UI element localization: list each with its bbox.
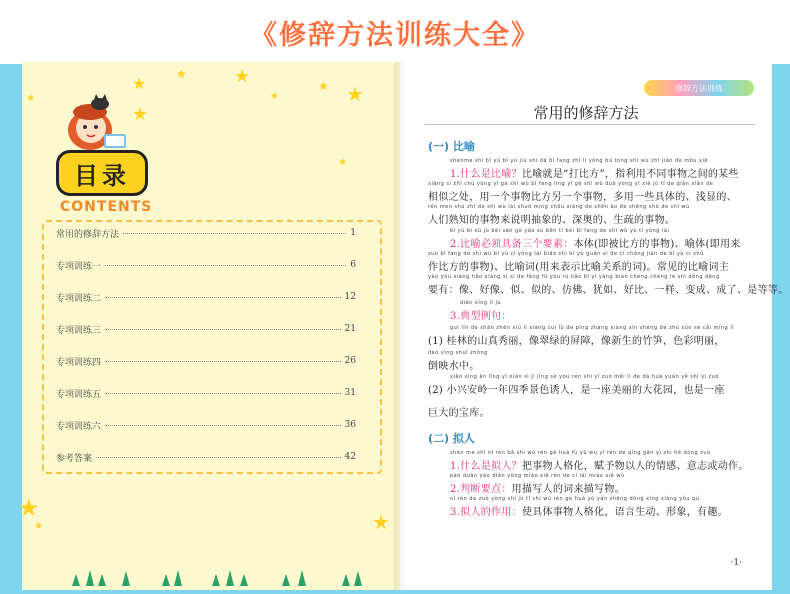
question-label: 3.典型例句： xyxy=(450,311,512,322)
question-text: 本体(即被比方的事物)、喻体(即用来 xyxy=(573,239,741,250)
toc-item-title: 专项训练二 xyxy=(56,293,102,304)
toc-item-page: 6 xyxy=(350,260,356,270)
tree-decoration xyxy=(72,562,392,586)
toc-item[interactable] xyxy=(56,418,356,432)
toc-leader xyxy=(105,329,341,330)
tree-icon xyxy=(226,570,234,586)
toc-item-page: 31 xyxy=(344,388,356,398)
header-tag: 修辞方法训练 xyxy=(644,80,754,96)
tree-icon xyxy=(86,570,94,586)
text-line xyxy=(450,307,512,322)
page-title: 常用的修辞方法 xyxy=(533,104,639,122)
text-line xyxy=(450,480,625,495)
toc-item[interactable] xyxy=(56,354,356,368)
tree-icon xyxy=(162,574,170,586)
pinyin-line: diǎn xíng lì jù xyxy=(460,300,502,306)
star-icon: ★ xyxy=(18,494,40,522)
toc-item-page: 21 xyxy=(344,324,356,334)
text-line: 倒映水中。 xyxy=(428,361,480,372)
right-page xyxy=(400,62,789,590)
toc-item-title: 专项训练三 xyxy=(56,325,102,336)
toc-heading: 目录 xyxy=(74,161,130,190)
toc-item-page: 26 xyxy=(344,356,356,366)
tree-icon xyxy=(354,571,362,586)
toc-leader xyxy=(96,457,341,458)
pinyin-line: shén me shì nǐ rén bǎ shì wù rén gé huà fù yǔ wù yǐ rén de qíng gǎn yì zhì hé dòng zuò xyxy=(450,450,711,456)
section-heading-personification: (二) 拟人 xyxy=(428,432,475,445)
toc-item[interactable] xyxy=(56,386,356,400)
toc-item[interactable] xyxy=(56,450,356,464)
cartoon-girl-icon xyxy=(60,90,130,154)
tree-icon xyxy=(212,574,220,586)
star-icon: ★ xyxy=(176,67,187,81)
toc-item-page: 36 xyxy=(344,420,356,430)
toc-item-page: 12 xyxy=(344,292,356,302)
star-icon: ★ xyxy=(26,93,35,104)
text-line: 作比方的事物)、比喻词(用来表示比喻关系的词)。常见的比喻词主 xyxy=(428,262,730,273)
star-icon: ★ xyxy=(346,82,364,106)
question-text: 比喻就是“打比方”，指利用不同事物之间的某些 xyxy=(521,169,739,180)
pinyin-line: yào yǒu xiàng hǎo xiàng sì sì de fǎng fú yóu rú hǎo bǐ yī yàng biàn chéng chéng le shì děng děng xyxy=(428,274,720,280)
toc-item-title: 常用的修辞方法 xyxy=(56,229,120,240)
tree-icon xyxy=(298,570,306,586)
tree-icon xyxy=(174,570,182,586)
question-text: 用描写人的词来描写物。 xyxy=(511,484,625,495)
toc-leader xyxy=(105,361,341,362)
star-icon: ★ xyxy=(270,91,279,102)
pinyin-line: pàn duàn yào diǎn yòng miáo xiě rén de cí lái miáo xiě wù xyxy=(450,473,625,479)
left-page xyxy=(18,62,400,590)
question-label: 3.拟人的作用： xyxy=(450,507,522,518)
question-text: 把事物人格化，赋予物以人的情感、意志或动作。 xyxy=(521,461,749,472)
star-icon: ★ xyxy=(318,79,329,93)
text-line: 巨大的宝库。 xyxy=(428,408,490,419)
text-line xyxy=(450,457,749,472)
toc-item-page: 42 xyxy=(344,452,356,462)
contents-subheading: CONTENTS xyxy=(60,199,153,215)
toc-item[interactable] xyxy=(56,290,356,304)
text-line: (2) 小兴安岭一年四季景色诱人，是一座美丽的大花园，也是一座 xyxy=(428,385,725,396)
star-icon: ★ xyxy=(132,104,149,125)
pinyin-line: zuò bǐ fang de shì wù bǐ yù cí yòng lái biǎo shì bǐ yù guān xi de cí cháng jiàn de bǐ yù cí zhǔ xyxy=(428,251,704,257)
toc-heading-badge xyxy=(56,150,148,196)
star-icon: ★ xyxy=(372,510,390,534)
toc-leader xyxy=(105,265,346,266)
star-icon: ★ xyxy=(338,157,347,168)
banner xyxy=(0,0,790,64)
pinyin-line: xiǎo xìng ān lǐng yī nián sì jì jǐng sè yòu rén shì yī zuò měi lì de dà huā yuán yě shì yī zuò xyxy=(450,374,719,380)
question-text: 使具体事物人格化，语言生动、形象，有趣。 xyxy=(521,507,728,518)
tree-icon xyxy=(282,574,290,586)
pinyin-line: nǐ rén de zuò yòng shǐ jù tǐ shì wù rén gé huà yǔ yán shēng dòng xíng xiàng yǒu qù xyxy=(450,496,700,502)
toc-item-title: 专项训练一 xyxy=(56,261,102,272)
toc-item[interactable] xyxy=(56,226,356,240)
tree-icon xyxy=(72,574,80,586)
question-label: 1.什么是拟人？ xyxy=(450,461,522,472)
book-spine xyxy=(394,62,408,590)
text-line xyxy=(450,503,728,518)
text-line: 人们熟知的事物来说明抽象的、深奥的、生疏的事物。 xyxy=(428,215,676,226)
pinyin-line: xiāng sì zhī chù yòng yī gè shì wù bǐ fang lìng yī gè shì wù duō yòng yī xiē jù tǐ de qiǎn xiǎn de xyxy=(428,181,714,187)
pinyin-line: rén men shú zhī de shì wù lái shuō míng chōu xiàng de shēn ào de shēng shū de shì wù xyxy=(428,204,690,210)
pinyin-line: shénme shì bǐ yù bǐ yù jiù shì dǎ bǐ fang zhǐ lì yòng bù tóng shì wù zhī jiān de mǒu xiē xyxy=(450,158,708,164)
toc-leader xyxy=(123,233,346,234)
text-line: 相似之处，用一个事物比方另一个事物，多用一些具体的、浅显的、 xyxy=(428,192,737,203)
text-line: (1) 桂林的山真秀丽，像翠绿的屏障，像新生的竹笋，色彩明丽， xyxy=(428,336,725,347)
star-icon: ★ xyxy=(132,74,147,93)
toc-leader xyxy=(105,297,341,298)
toc-item-title: 专项训练四 xyxy=(56,357,102,368)
text-line xyxy=(450,235,741,250)
title-divider xyxy=(425,124,755,125)
text-line: 要有：像、好像、似、似的、仿佛、犹如、好比、一样、变成、成了、是等等。 xyxy=(428,285,789,296)
star-icon: ★ xyxy=(34,521,43,532)
pinyin-line: bǐ yù bì xū jù bèi sān gè yào sù běn tǐ bèi bǐ fang de shì wù yù tǐ yòng lái xyxy=(450,228,670,234)
toc-item-title: 参考答案 xyxy=(56,453,93,464)
toc-item-page: 1 xyxy=(350,228,356,238)
toc-item-title: 专项训练五 xyxy=(56,389,102,400)
page-number: ·1· xyxy=(730,558,742,568)
toc-leader xyxy=(105,425,341,426)
toc-item[interactable] xyxy=(56,258,356,272)
question-label: 2.比喻必须具备三个要素： xyxy=(450,239,574,250)
toc-item-title: 专项训练六 xyxy=(56,421,102,432)
tree-icon xyxy=(240,574,248,586)
tree-icon xyxy=(98,574,106,586)
pinyin-line: guì lín de shān zhēn xiù lì xiàng cuì lǜ de píng zhàng xiàng xīn shēng de zhú sǔn sè cǎi míng lì xyxy=(450,325,735,331)
toc-item[interactable] xyxy=(56,322,356,336)
text-line xyxy=(450,165,739,180)
section-heading-simile: (一) 比喻 xyxy=(428,140,475,153)
question-label: 1.什么是比喻？ xyxy=(450,169,522,180)
question-label: 2.判断要点： xyxy=(450,484,512,495)
star-icon: ★ xyxy=(234,66,251,87)
tree-icon xyxy=(122,571,130,586)
tree-icon xyxy=(342,574,350,586)
banner-title: 《修辞方法训练大全》 xyxy=(250,19,540,51)
book-spread xyxy=(18,62,789,590)
pinyin-line: dào yìng shuǐ zhōng xyxy=(428,350,488,356)
toc-leader xyxy=(105,393,341,394)
